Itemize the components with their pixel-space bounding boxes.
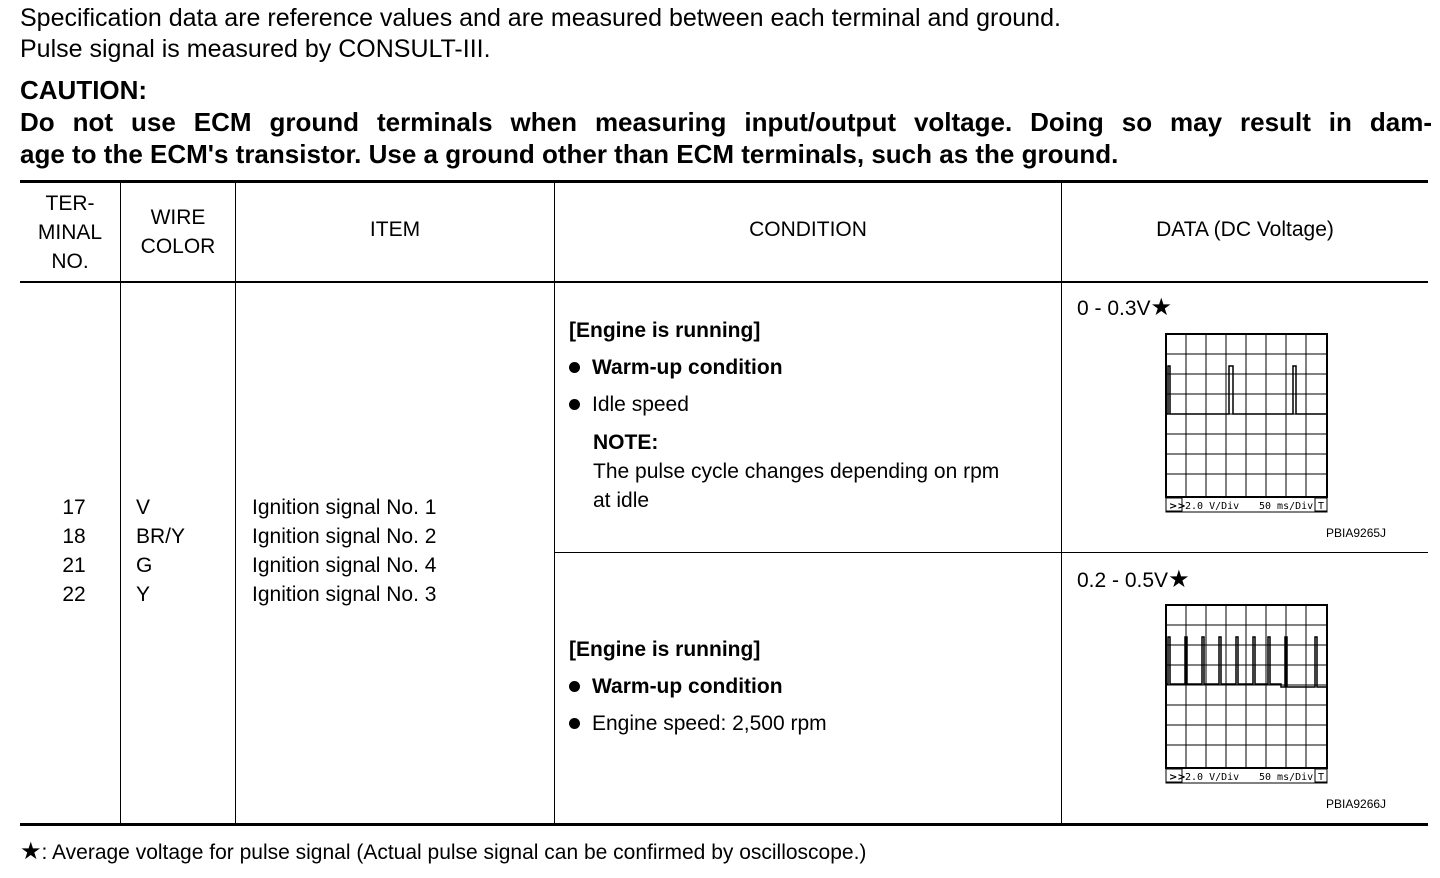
note-line-1: The pulse cycle changes depending on rpm <box>593 460 1000 483</box>
condition-1-heading: [Engine is running] <box>569 319 761 342</box>
svg-text:2.0 V/Div: 2.0 V/Div <box>1185 501 1240 512</box>
col-divider-3 <box>554 180 555 826</box>
item-ignition-3: Ignition signal No. 3 <box>252 583 437 606</box>
condition-1-bullet-1: Warm-up condition <box>569 349 783 386</box>
scope-mode-icon: >> <box>1169 501 1186 512</box>
col-divider-2 <box>235 180 236 826</box>
condition-2-heading: [Engine is running] <box>569 638 761 661</box>
wire-color-g: G <box>136 554 153 577</box>
item-ignition-1: Ignition signal No. 1 <box>252 496 437 519</box>
wire-colors <box>136 493 185 609</box>
caution-text <box>20 106 1432 170</box>
condition-1-bullet-2: Idle speed <box>569 386 783 423</box>
intro-line-2: Pulse signal is measured by CONSULT-III. <box>20 35 491 63</box>
intro-line-1: Specification data are reference values and are measured between each terminal and ground. <box>20 4 1061 32</box>
condition-2-bullet-2: Engine speed: 2,500 rpm <box>569 705 827 742</box>
terminal-17: 17 <box>62 496 86 519</box>
figure-code-2: PBIA9266J <box>1326 797 1387 811</box>
caution-title: CAUTION: <box>20 75 148 105</box>
footnote-text: : Average voltage for pulse signal (Actual pulse signal can be confirmed by oscilloscope.) <box>41 841 867 864</box>
header-wire-color: WIRE COLOR <box>140 206 216 258</box>
item-ignition-4: Ignition signal No. 4 <box>252 554 437 577</box>
oscilloscope-waveform-1 <box>1165 333 1331 515</box>
svg-text:2.0 V/Div: 2.0 V/Div <box>1185 772 1240 783</box>
wire-color-bry: BR/Y <box>136 525 186 548</box>
figure-code-1: PBIA9265J <box>1326 526 1387 540</box>
note-line-2: at idle <box>593 489 650 512</box>
condition-1-note <box>593 428 999 515</box>
table-header-rule <box>20 281 1428 283</box>
item-ignition-2: Ignition signal No. 2 <box>252 525 437 548</box>
table-bottom-rule <box>20 823 1428 826</box>
terminal-spec-table <box>20 180 1428 826</box>
data-value-1: 0 - 0.3V★ <box>1077 294 1173 321</box>
star-icon: ★ <box>1150 294 1173 321</box>
condition-block-1 <box>569 312 783 423</box>
terminal-18: 18 <box>62 525 86 548</box>
terminal-21: 21 <box>62 554 86 577</box>
bullet-dot-icon <box>569 399 580 410</box>
star-icon: ★ <box>1168 566 1190 593</box>
caution-line-1: Do not use ECM ground terminals when measuring input/output voltage. Doing so may result in dam- <box>20 107 1432 137</box>
data-value-2: 0.2 - 0.5V★ <box>1077 566 1190 593</box>
caution-line-2: age to the ECM's transistor. Use a ground other than ECM terminals, such as the ground. <box>20 139 1119 169</box>
condition-block-2 <box>569 631 827 742</box>
intro-text <box>20 3 1061 65</box>
bullet-dot-icon <box>569 718 580 729</box>
svg-text:T: T <box>1318 501 1325 512</box>
table-row-divider <box>554 552 1428 553</box>
condition-2-bullet-1: Warm-up condition <box>569 668 827 705</box>
oscilloscope-waveform-2 <box>1165 604 1331 786</box>
terminal-22: 22 <box>62 583 86 606</box>
header-terminal-no: TER- MINAL NO. <box>37 191 103 273</box>
bullet-dot-icon <box>569 362 580 373</box>
wire-color-y: Y <box>136 583 151 606</box>
header-condition: CONDITION <box>749 217 867 241</box>
svg-text:50 ms/Div: 50 ms/Div <box>1259 772 1314 783</box>
svg-text:50 ms/Div: 50 ms/Div <box>1259 501 1314 512</box>
header-data: DATA (DC Voltage) <box>1156 217 1334 241</box>
footnote <box>20 838 866 867</box>
note-title: NOTE: <box>593 431 659 454</box>
terminal-numbers <box>20 493 128 609</box>
svg-text:T: T <box>1318 772 1325 783</box>
scope-mode-icon: >> <box>1169 772 1186 783</box>
col-divider-4 <box>1061 180 1062 826</box>
item-names <box>252 493 436 609</box>
wire-color-v: V <box>136 496 151 519</box>
header-item: ITEM <box>369 217 421 241</box>
bullet-dot-icon <box>569 681 580 692</box>
star-icon: ★ <box>20 838 42 865</box>
